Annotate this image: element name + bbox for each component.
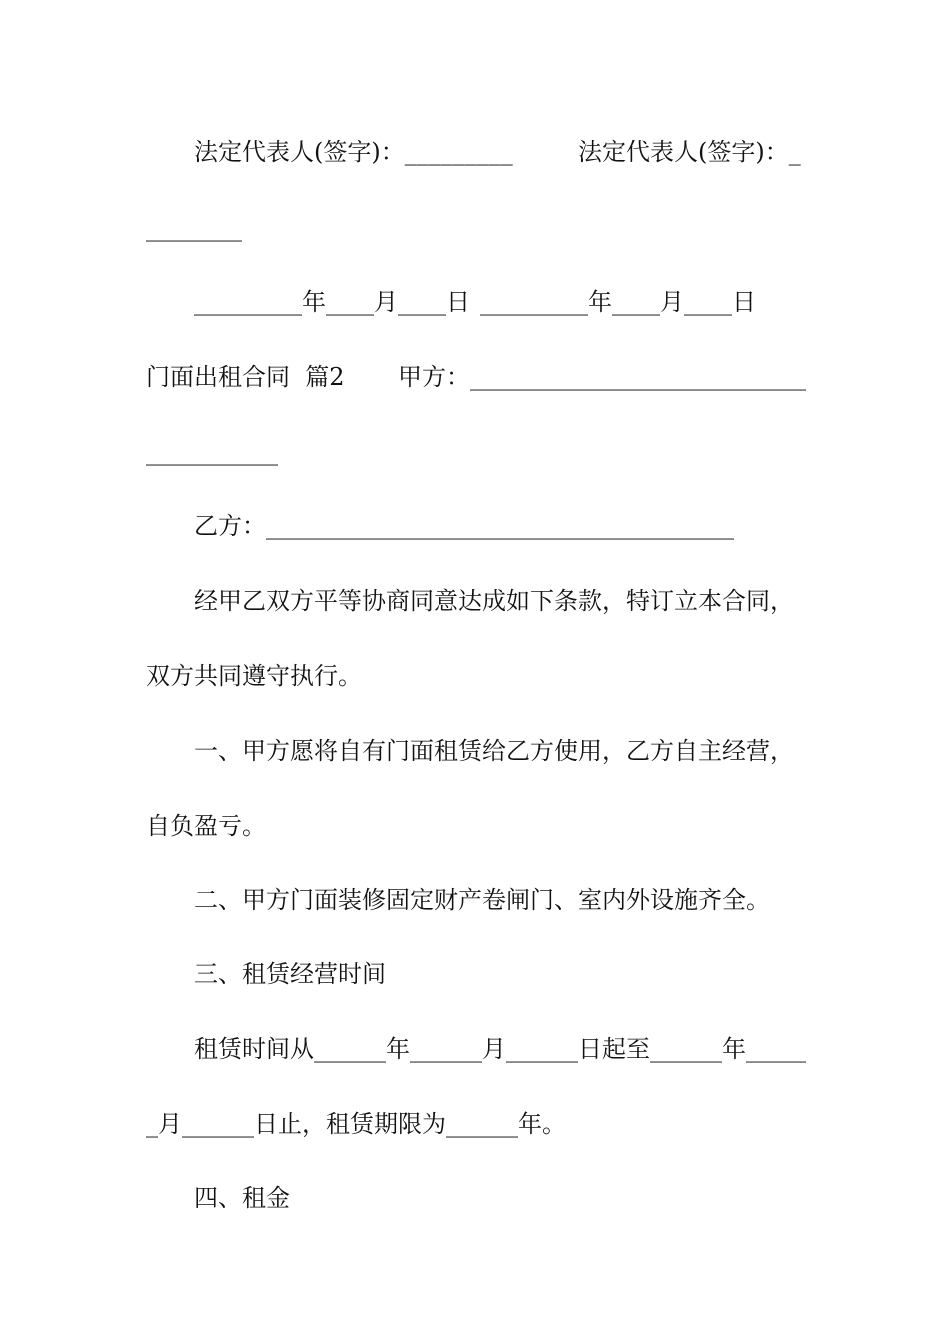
- paragraph-intro: 经甲乙双方平等协商同意达成如下条款，特订立本合同，: [194, 587, 794, 615]
- paragraph-intro-continuation: 双方共同遵守执行。: [146, 662, 362, 690]
- clause-2: 二、甲方门面装修固定财产卷闸门、室内外设施齐全。: [194, 886, 770, 914]
- clause-1-continuation: 自负盈亏。: [146, 812, 266, 840]
- clause-1: 一、甲方愿将自有门面租赁给乙方使用，乙方自主经营，: [194, 737, 794, 765]
- date-line-right: _________年____月____日: [480, 288, 756, 316]
- lease-period-line-continuation: _月______日止，租赁期限为______年。: [146, 1110, 566, 1138]
- party-b-line: 乙方：_______________________________________: [194, 512, 734, 540]
- clause-3-heading: 三、租赁经营时间: [194, 960, 386, 988]
- date-line-left: _________年____月____日: [194, 288, 470, 316]
- party-a-line-continuation: ___________: [146, 438, 278, 466]
- lease-period-line: 租赁时间从______年______月______日起至______年_____: [194, 1035, 806, 1063]
- clause-4-heading: 四、租金: [194, 1184, 290, 1212]
- party-a-line: 甲方：____________________________: [398, 363, 806, 391]
- contract-title: 门面出租合同 篇2: [146, 363, 345, 391]
- signature-line-left: 法定代表人(签字)：_________: [194, 138, 513, 166]
- signature-line-right: 法定代表人(签字)：_: [578, 138, 801, 166]
- signature-line-continuation: ________: [146, 214, 242, 242]
